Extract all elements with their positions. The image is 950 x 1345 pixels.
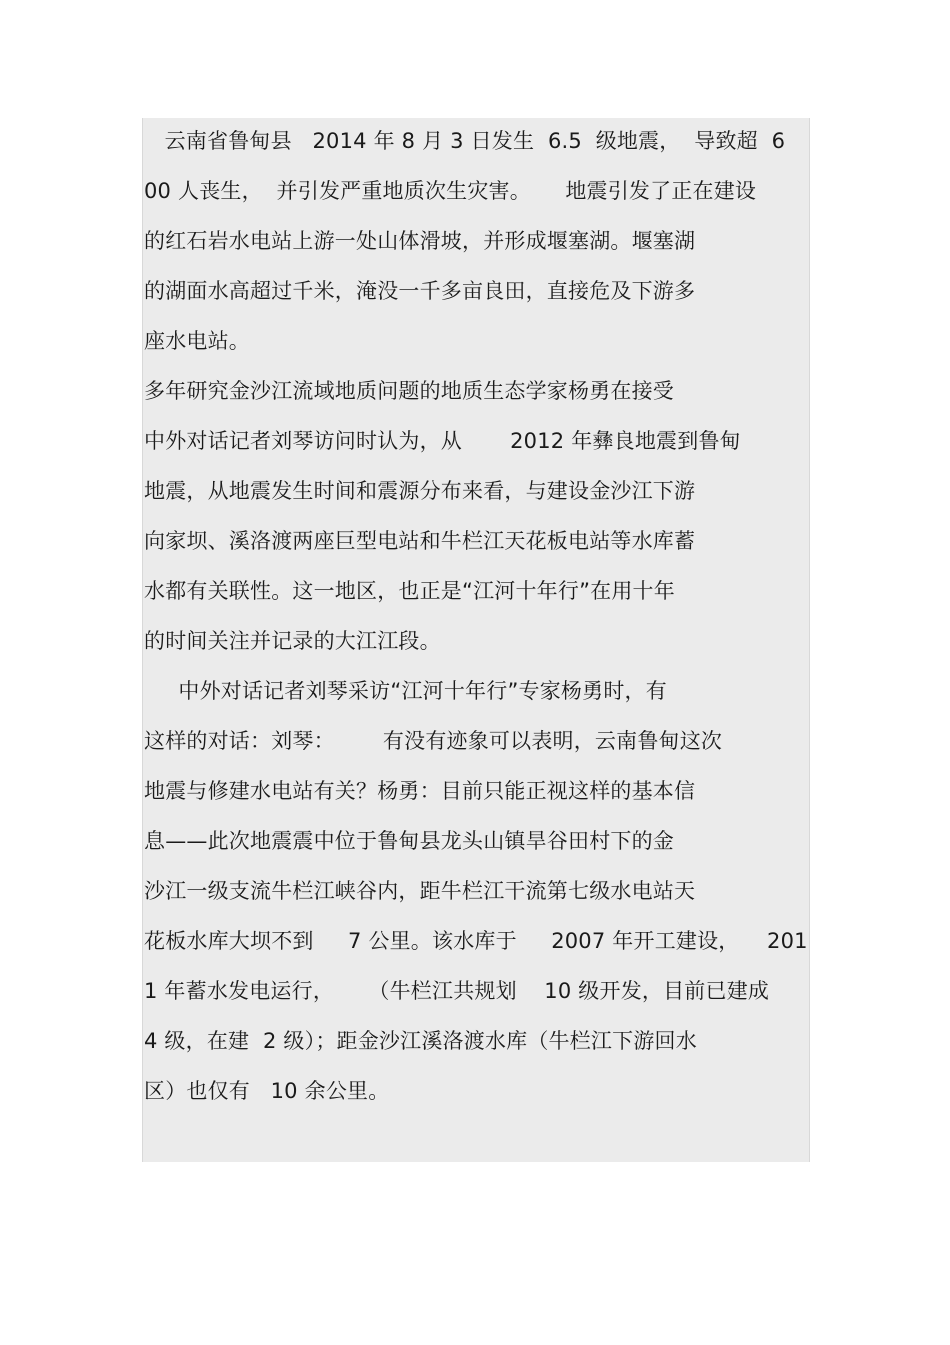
text-line: 中外对话记者刘琴采访“江河十年行”专家杨勇时，有 [144, 679, 667, 703]
text-line: 向家坝、溪洛渡两座巨型电站和牛栏江天花板电站等水库蓄 [144, 529, 696, 553]
text-line: 00 人丧生， 并引发严重地质次生灾害。 地震引发了正在建设 [144, 179, 757, 203]
text-line: 的时间关注并记录的大江江段。 [144, 629, 441, 653]
text-line: 花板水库大坝不到 7 公里。该水库于 2007 年开工建设， 201 [144, 929, 808, 953]
text-line: 沙江一级支流牛栏江峡谷内，距牛栏江干流第七级水电站天 [144, 879, 696, 903]
text-line: 多年研究金沙江流域地质问题的地质生态学家杨勇在接受 [144, 379, 674, 403]
text-line: 地震，从地震发生时间和震源分布来看，与建设金沙江下游 [144, 479, 696, 503]
text-line: 中外对话记者刘琴访问时认为，从 2012 年彝良地震到鲁甸 [144, 429, 741, 453]
text-line: 座水电站。 [144, 329, 250, 353]
text-line: 息——此次地震震中位于鲁甸县龙头山镇旱谷田村下的金 [144, 829, 674, 853]
text-line: 区）也仅有 10 余公里。 [144, 1079, 390, 1103]
text-line: 的湖面水高超过千米，淹没一千多亩良田，直接危及下游多 [144, 279, 696, 303]
text-line: 的红石岩水电站上游一处山体滑坡，并形成堰塞湖。堰塞湖 [144, 229, 696, 253]
text-line: 地震与修建水电站有关？杨勇：目前只能正视这样的基本信 [144, 779, 696, 803]
text-line: 4 级，在建 2 级）；距金沙江溪洛渡水库（牛栏江下游回水 [144, 1029, 697, 1053]
text-line: 水都有关联性。这一地区，也正是“江河十年行”在用十年 [144, 579, 675, 603]
text-line: 1 年蓄水发电运行， （牛栏江共规划 10 级开发，目前已建成 [144, 979, 770, 1003]
text-line: 云南省鲁甸县 2014 年 8 月 3 日发生 6.5 级地震， 导致超 6 [144, 129, 786, 153]
text-line: 这样的对话：刘琴： 有没有迹象可以表明，云南鲁甸这次 [144, 729, 723, 753]
